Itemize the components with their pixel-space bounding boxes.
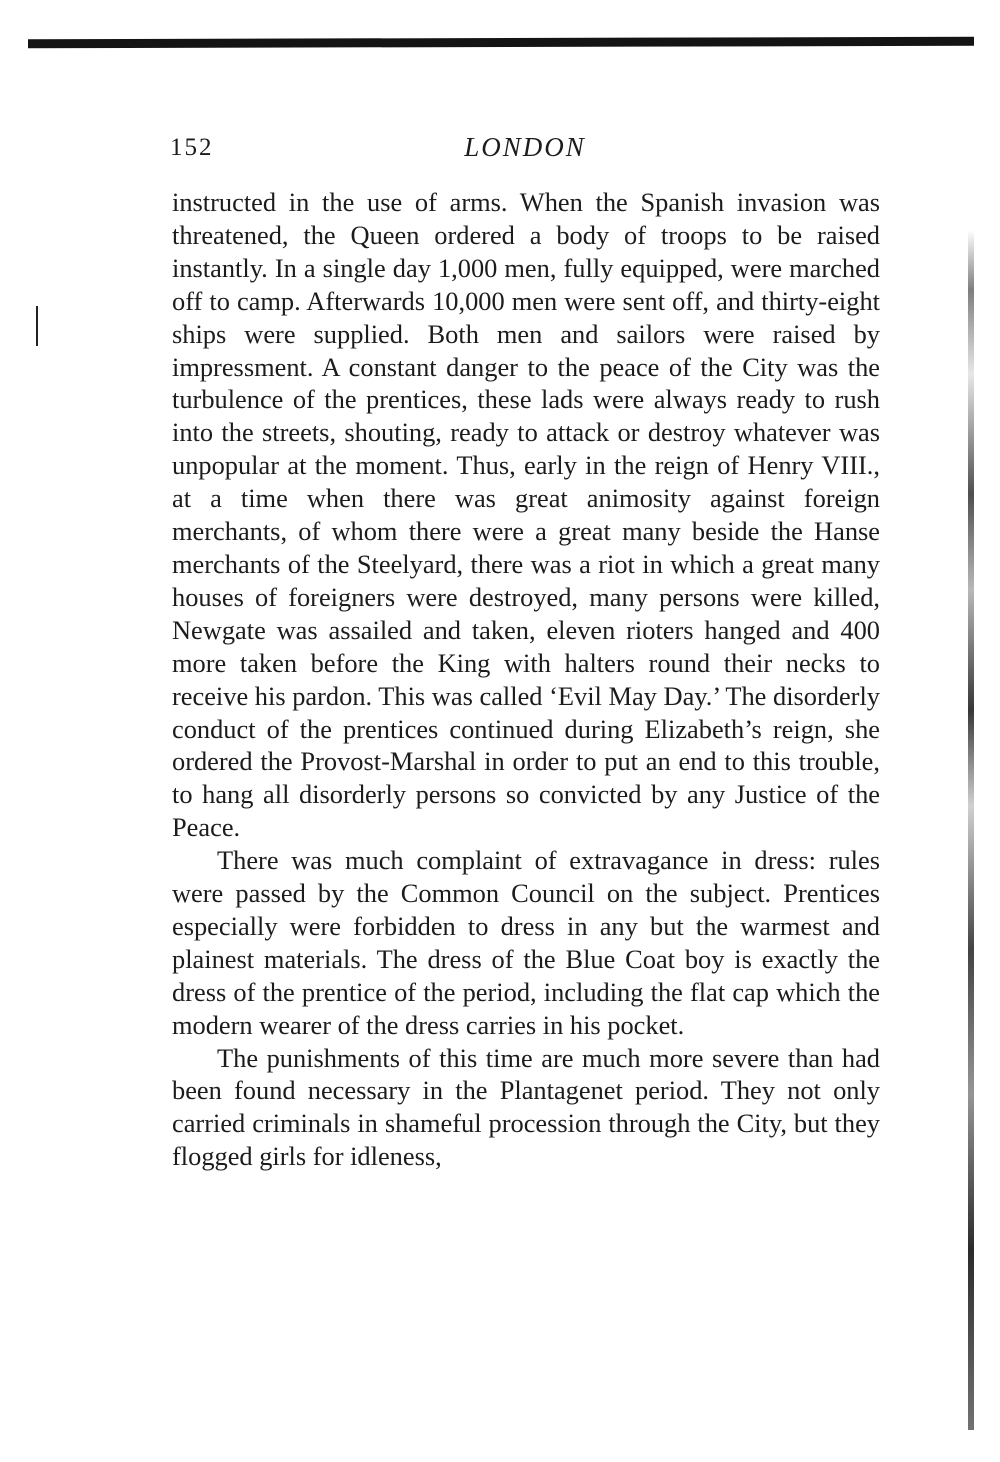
margin-mark xyxy=(36,306,38,346)
paragraph-3: The punishments of this time are much more severe than had been found necessary in the Plantagenet period. They not only carried criminals in shameful procession through the City, but they flogged girls for idleness, xyxy=(172,1042,880,1172)
running-title: LONDON xyxy=(464,132,586,162)
page-edge-shadow xyxy=(968,230,974,1430)
top-rule xyxy=(28,37,974,48)
page-header xyxy=(170,130,880,170)
body-text xyxy=(172,186,880,1173)
paragraph-1: instructed in the use of arms. When the Spanish invasion was threatened, the Queen ordered a body of troops to be raised instantly. In a single day 1,000 men, fully equipped, were marched off to camp. Afterwards 10,000 men were sent off, and thirty-eight ships were supplied. Both men and sailors were raised by impressment. A constant danger to the peace of the City was the turbulence of the prentices, these lads were always ready to rush into the streets, shouting, ready to attack or destroy whatever was unpopular at the moment. Thus, early in the reign of Henry VIII., at a time when there was great animosity against foreign merchants, of whom there were a great many beside the Hanse merchants of the Steelyard, there was a riot in which a great many houses of foreigners were destroyed, many persons were killed, Newgate was assailed and taken, eleven rioters hanged and 400 more taken before the King with halters round their necks to receive his pardon. This was called ‘Evil May Day.’ The disorderly conduct of the prentices continued during Elizabeth’s reign, she ordered the Provost-Marshal in order to put an end to this trouble, to hang all disorderly persons so convicted by any Justice of the Peace. xyxy=(172,187,880,843)
paragraph-2: There was much complaint of extravagance in dress: rules were passed by the Common Council on the subject. Prentices especially were forbidden to dress in any but the warmest and plainest materials. The dress of the Blue Coat boy is exactly the dress of the prentice of the period, including the flat cap which the modern wearer of the dress carries in his pocket. xyxy=(172,845,880,1040)
page-number: 152 xyxy=(170,134,214,161)
